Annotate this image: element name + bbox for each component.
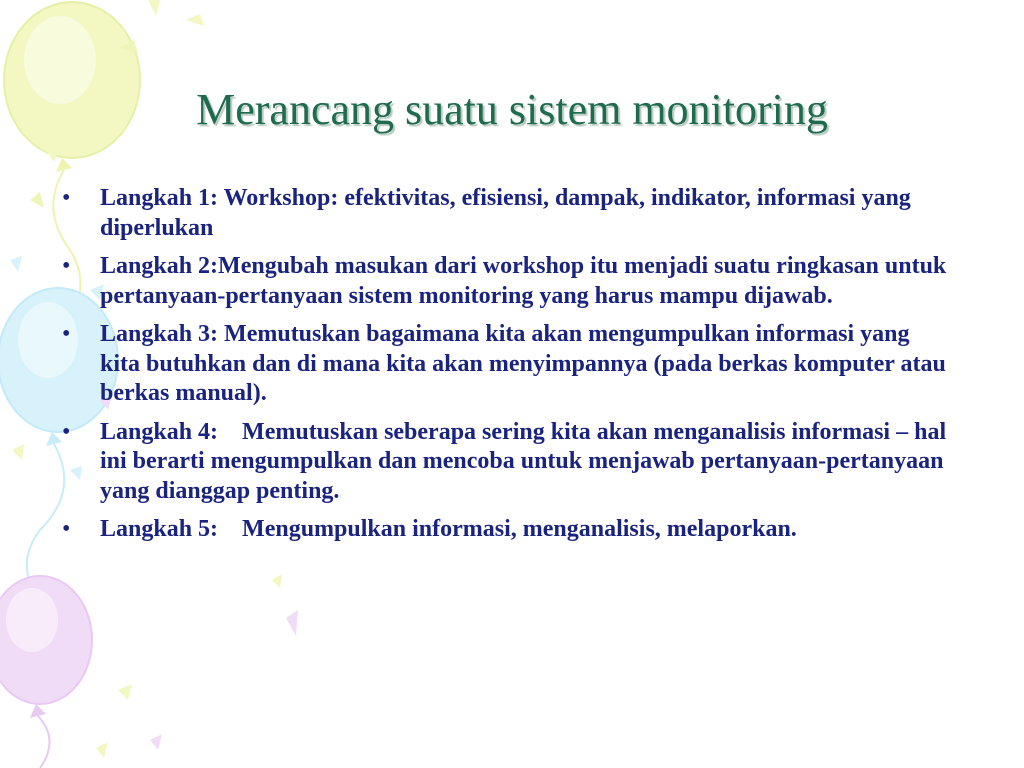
bullet-item-5 xyxy=(62,515,952,545)
purple-balloon-icon xyxy=(0,576,92,768)
bullet-icon: • xyxy=(62,185,71,211)
bullet-text: Langkah 3: Memutuskan bagaimana kita akan mengumpulkan informasi yang kita butuhkan dan di mana kita akan menyimpannya (pada berkas komputer atau berkas manual). xyxy=(100,321,952,406)
bullet-item-3 xyxy=(62,320,952,409)
bullet-item-2 xyxy=(62,252,952,311)
bullet-icon: • xyxy=(62,253,71,279)
slide-title: Merancang suatu sistem monitoring xyxy=(196,85,828,134)
bullet-text: Langkah 1: Workshop: efektivitas, efisiensi, dampak, indikator, informasi yang diperlukan xyxy=(100,185,917,241)
bullet-item-1 xyxy=(62,184,952,243)
bullet-icon: • xyxy=(62,516,71,542)
bullet-item-4 xyxy=(62,418,952,507)
bullet-icon: • xyxy=(62,321,71,347)
bullet-text: Langkah 2:Mengubah masukan dari workshop itu menjadi suatu ringkasan untuk pertanyaan-pertanyaan sistem monitoring yang harus mampu dijawab. xyxy=(100,253,953,309)
bullet-text: Langkah 5: Mengumpulkan informasi, menganalisis, melaporkan. xyxy=(100,516,797,542)
bullet-icon: • xyxy=(62,418,71,445)
bullet-list xyxy=(62,184,952,554)
bullet-text: Langkah 4: Memutuskan seberapa sering kita akan menganalisis informasi – hal ini berarti mengumpulkan dan mencoba untuk menjawab pertanyaan-pertanyaan yang dianggap penting. xyxy=(100,418,953,504)
